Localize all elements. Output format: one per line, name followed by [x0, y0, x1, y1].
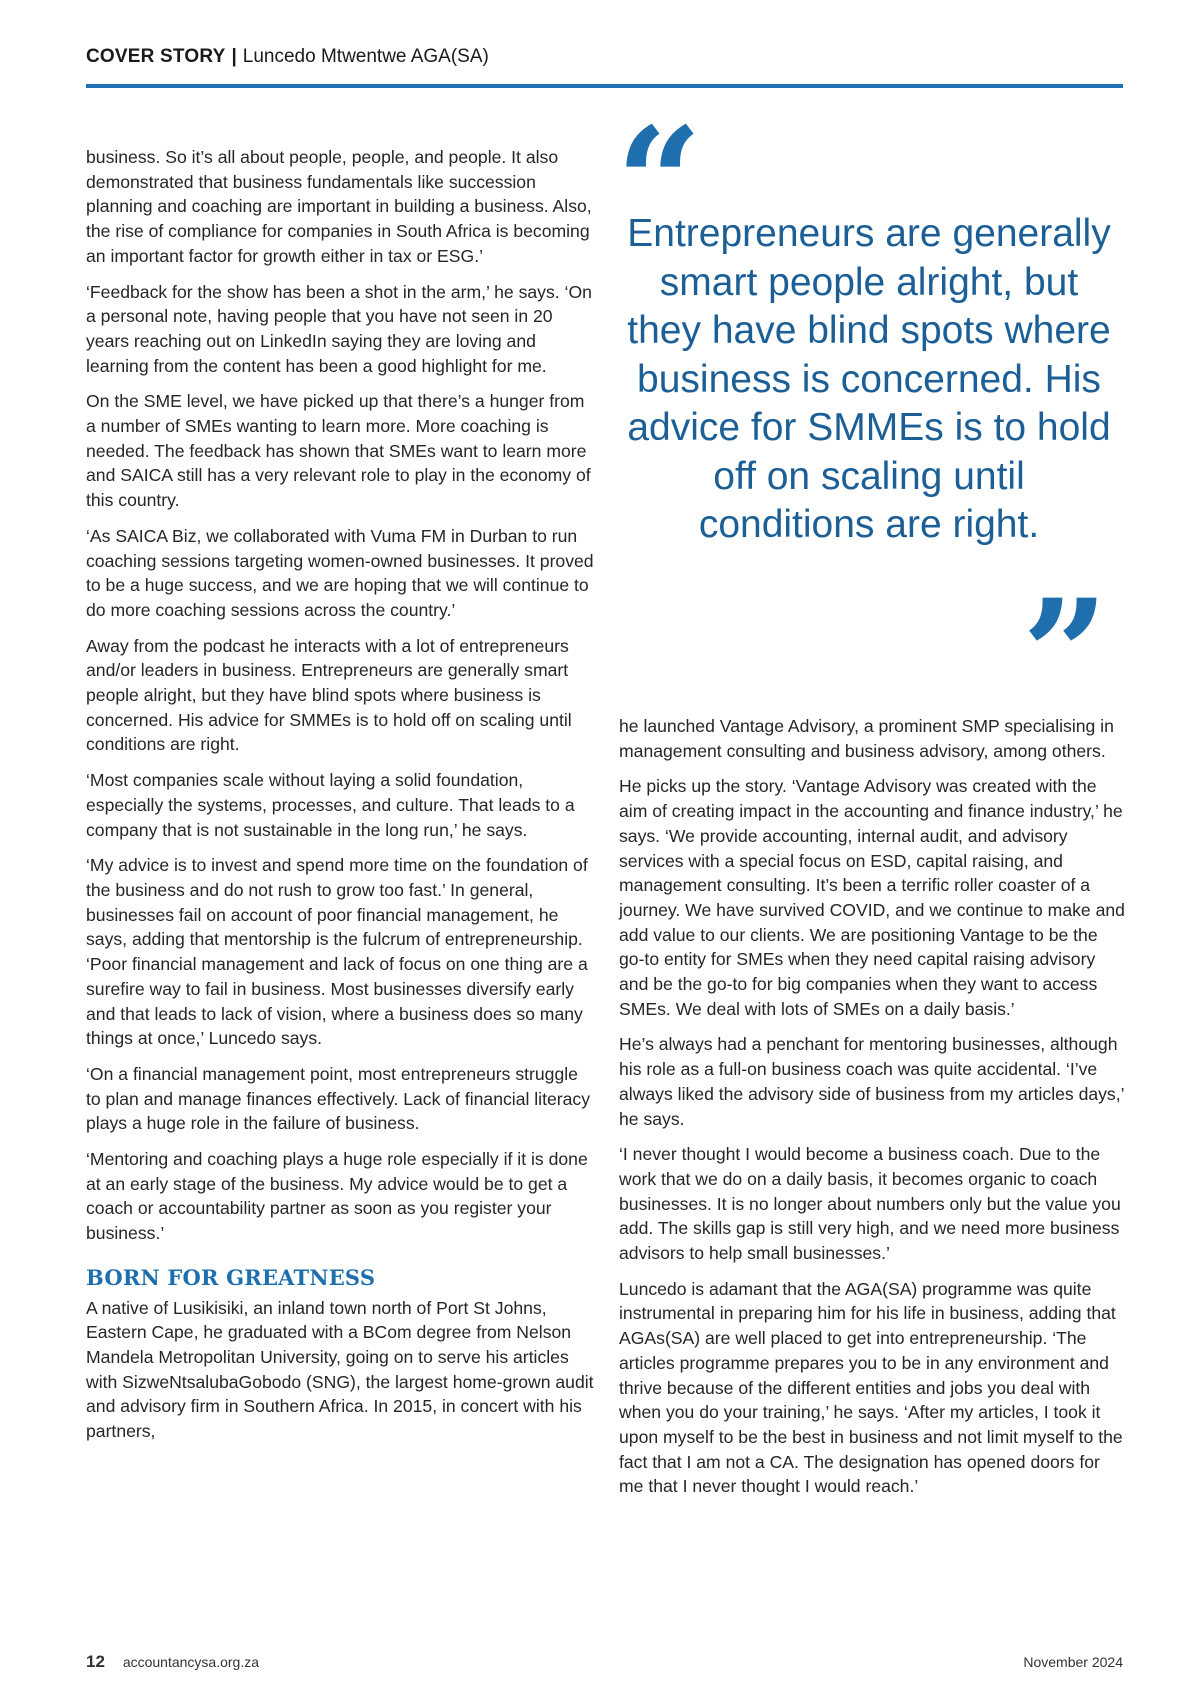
right-column	[619, 714, 1127, 1510]
paragraph: He picks up the story. ‘Vantage Advisory was created with the aim of creating impact in the accounting and finance industry,’ he says. ‘We provide accounting, internal audit, and advisory services with a special focus on ESD, capital raising, and management consulting. It’s been a terrific roller coaster of a journey. We have survived COVID, and we continue to make and add value to our clients. We are positioning Vantage to be the go-to entity for SMEs when they need capital raising advisory and be the go-to for big companies when they want to access SMEs. We deal with lots of SMEs on a daily basis.’	[619, 776, 1125, 1019]
website-link[interactable]: accountancysa.org.za	[122, 1654, 260, 1670]
page-footer	[86, 1652, 1123, 1672]
pull-quote: Entrepreneurs are generally smart people alright, but they have blind spots where business is concerned. His advice for SMMEs is to hold off on scaling until conditions are right.	[627, 212, 1111, 546]
paragraph: He’s always had a penchant for mentoring businesses, although his role as a full-on business coach was quite accidental. ‘I’ve always liked the advisory side of business from my articles days,’ he says.	[619, 1034, 1124, 1129]
header-separator: |	[231, 46, 237, 67]
section-subheading: BORN FOR GREATNESS	[86, 1264, 376, 1290]
paragraph: On the SME level, we have picked up that there’s a hunger from a number of SMEs wanting to learn more. More coaching is needed. The feedback has shown that SMEs want to learn more and SAICA still has a very relevant role to play in the economy of this country.	[86, 391, 591, 511]
paragraph: ‘As SAICA Biz, we collaborated with Vuma FM in Durban to run coaching sessions targeting women-owned businesses. It proved to be a huge success, and we are hoping that we will continue to do more coaching sessions across the country.’	[86, 525, 594, 620]
paragraph: A native of Lusikisiki, an inland town north of Port St Johns, Eastern Cape, he graduated with a BCom degree from Nelson Mandela Metropolitan University, going on to serve his articles with SizweNtsalubaGobodo (SNG), the largest home-grown audit and advisory firm in Southern Africa. In 2015, in concert with his partners,	[86, 1297, 594, 1442]
page-number: 12	[86, 1652, 105, 1671]
story-subject: Luncedo Mtwentwe AGA(SA)	[242, 46, 489, 67]
header-rule	[86, 84, 1123, 88]
paragraph: ‘Feedback for the show has been a shot in the arm,’ he says. ‘On a personal note, having people that you have not seen in 20 years reaching out on LinkedIn saying they are loving and learning from the content has been a good highlight for me.	[86, 281, 592, 376]
close-quote-icon: ”	[1022, 567, 1109, 743]
page-header	[86, 46, 1126, 68]
paragraph: ‘My advice is to invest and spend more time on the foundation of the business and do not rush to grow too fast.’ In general, businesses fail on account of poor financial management, he says, adding that mentorship is the fulcrum of entrepreneurship. ‘Poor financial management and lack of focus on one thing are a surefire way to fail in business. Most businesses diversify early and that leads to lack of vision, where a business does so many things at once,’ Luncedo says.	[86, 855, 588, 1049]
paragraph: he launched Vantage Advisory, a prominent SMP specialising in management consulting and business advisory, among others.	[619, 716, 1114, 761]
paragraph: ‘I never thought I would become a business coach. Due to the work that we do on a daily basis, it becomes organic to coach businesses. It is no longer about numbers only but the value you add. The skills gap is still very high, and we need more business advisors to help small businesses.’	[619, 1144, 1121, 1264]
issue-date: November 2024	[1023, 1654, 1123, 1670]
paragraph: Luncedo is adamant that the AGA(SA) programme was quite instrumental in preparing him for his life in business, adding that AGAs(SA) are well placed to get into entrepreneurship. ‘The articles programme prepares you to be in any environment and thrive because of the different entities and jobs you deal with when you do your training,’ he says. ‘After my articles, I took it upon myself to be the best in business and not limit myself to the fact that I am not a CA. The designation has opened doors for me that I never thought I would reach.’	[619, 1278, 1123, 1497]
paragraph: business. So it’s all about people, people, and people. It also demonstrated that business fundamentals like succession planning and coaching are important in building a business. Also, the rise of compliance for companies in South Africa is becoming an important factor for growth either in tax or ESG.’	[86, 147, 592, 266]
paragraph: ‘Most companies scale without laying a solid foundation, especially the systems, processes, and culture. That leads to a company that is not sustainable in the long run,’ he says.	[86, 770, 575, 840]
open-quote-icon: “	[616, 95, 703, 271]
paragraph: ‘On a financial management point, most entrepreneurs struggle to plan and manage finances effectively. Lack of financial literacy plays a huge role in the failure of business.	[86, 1063, 590, 1134]
section-label: COVER STORY	[86, 46, 226, 67]
paragraph: Away from the podcast he interacts with a lot of entrepreneurs and/or leaders in business. Entrepreneurs are generally smart people alright, but they have blind spots where business is concerned. His advice for SMMEs is to hold off on scaling until conditions are right.	[86, 635, 572, 755]
paragraph: ‘Mentoring and coaching plays a huge role especially if it is done at an early stage of the business. My advice would be to get a coach or accountability partner as soon as you register your business.’	[86, 1149, 588, 1244]
left-column	[86, 145, 594, 1455]
